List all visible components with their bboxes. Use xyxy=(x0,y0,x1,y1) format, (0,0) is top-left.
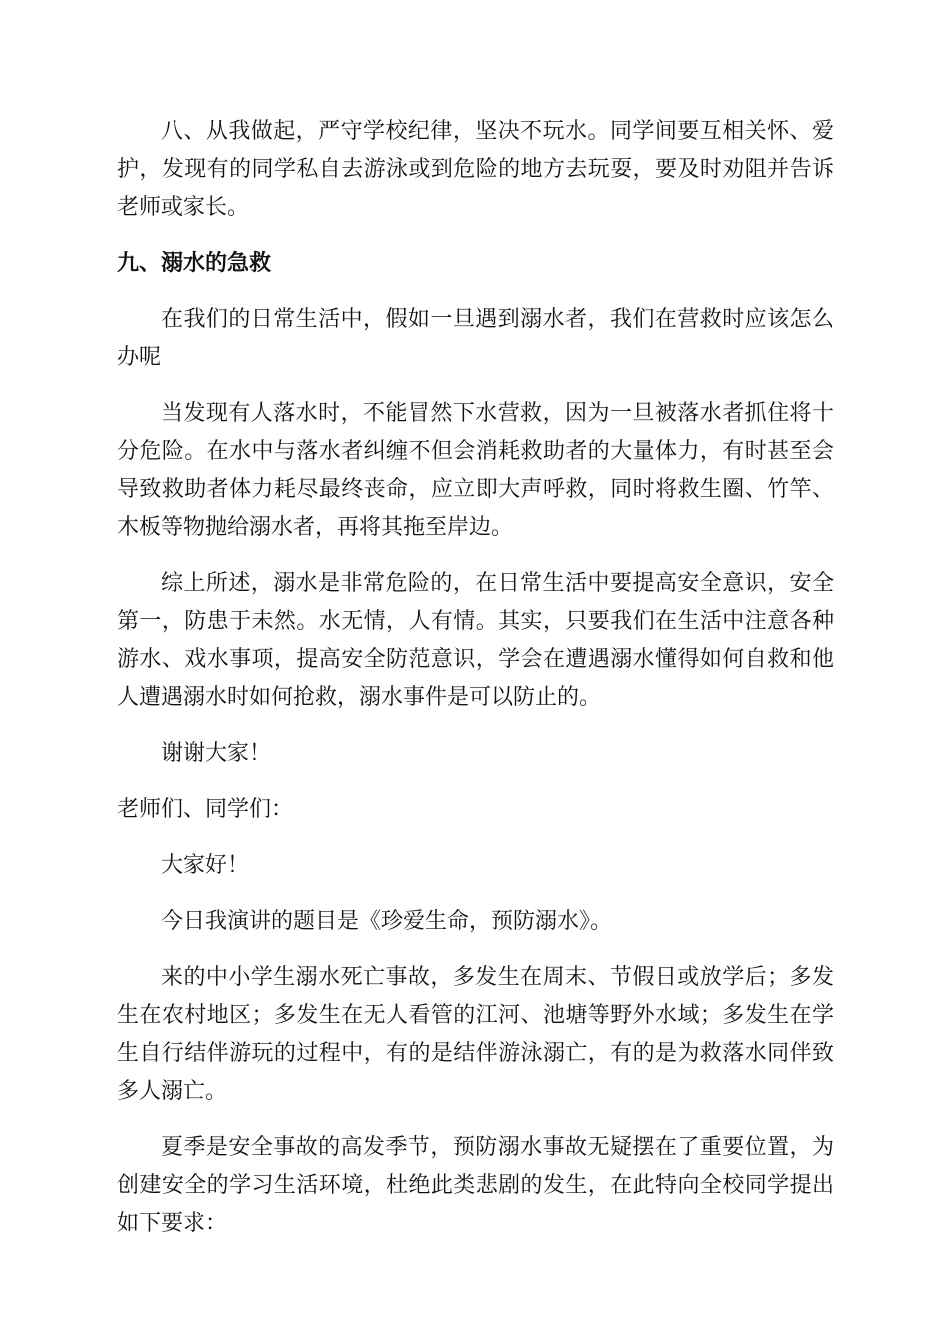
paragraph-rescue-advice: 当发现有人落水时，不能冒然下水营救，因为一旦被落水者抓住将十分危险。在水中与落水者纠缠不但会消耗救助者的大量体力，有时甚至会导致救助者体力耗尽最终丧命，应立即大声呼救，同时将救生圈、竹竿、木板等物抛给溺水者，再将其拖至岸边。 xyxy=(117,401,834,540)
document-body xyxy=(117,113,834,1261)
paragraph-thanks: 谢谢大家！ xyxy=(161,741,272,766)
section-heading-first-aid: 九、溺水的急救 xyxy=(117,251,272,276)
paragraph-accident-facts: 来的中小学生溺水死亡事故，多发生在周末、节假日或放学后；多发生在农村地区；多发生在无人看管的江河、池塘等野外水域；多发生在学生自行结伴游玩的过程中，有的是结伴游泳溺亡，有的是为救落水同伴致多人溺亡。 xyxy=(117,965,834,1104)
paragraph-speech-title: 今日我演讲的题目是《珍爱生命，预防溺水》。 xyxy=(161,909,613,934)
paragraph-summer-requirements: 夏季是安全事故的高发季节，预防溺水事故无疑摆在了重要位置，为创建安全的学习生活环境，杜绝此类悲剧的发生，在此特向全校同学提出如下要求： xyxy=(117,1135,834,1236)
paragraph-greeting: 大家好！ xyxy=(161,853,250,878)
paragraph-question: 在我们的日常生活中，假如一旦遇到溺水者，我们在营救时应该怎么办呢 xyxy=(117,307,834,370)
paragraph-rule-eight: 八、从我做起，严守学校纪律，坚决不玩水。同学间要互相关怀、爱护，发现有的同学私自去游泳或到危险的地方去玩耍，要及时劝阻并告诉老师或家长。 xyxy=(117,119,834,220)
paragraph-summary: 综上所述，溺水是非常危险的，在日常生活中要提高安全意识，安全第一，防患于未然。水无情，人有情。其实，只要我们在生活中注意各种游水、戏水事项，提高安全防范意识，学会在遭遇溺水懂得如何自救和他人遭遇溺水时如何抢救，溺水事件是可以防止的。 xyxy=(117,571,834,710)
paragraph-salutation: 老师们、同学们： xyxy=(117,797,294,822)
